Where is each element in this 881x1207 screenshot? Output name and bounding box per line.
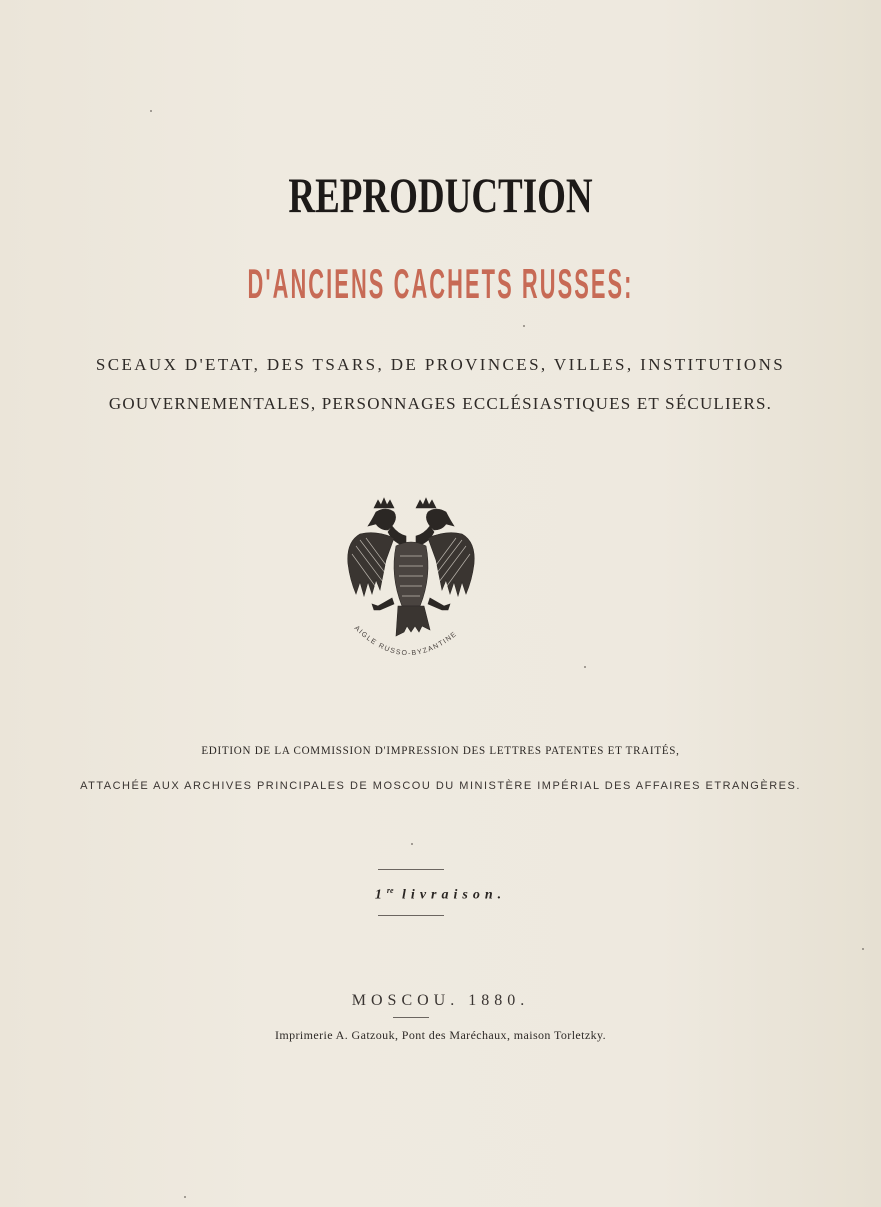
page-subtitle-red: D'ANCIENS CACHETS RUSSES: <box>247 260 634 307</box>
paper-speck <box>411 843 413 845</box>
archives-line: ATTACHÉE AUX ARCHIVES PRINCIPALES DE MOSCOU DU MINISTÈRE IMPÉRIAL DES AFFAIRES ETRANGÈRES. <box>80 780 801 792</box>
paper-speck <box>584 666 586 668</box>
divider-rule-top <box>378 869 444 870</box>
emblem-caption-arc <box>336 494 486 666</box>
printer-line: Imprimerie A. Gatzouk, Pont des Maréchaux, maison Torletzky. <box>274 1028 607 1042</box>
description-line-1: SCEAUX D'ETAT, DES TSARS, DE PROVINCES, VILLES, INSTITUTIONS <box>95 355 786 374</box>
issue-word: livraison. <box>402 887 507 903</box>
paper-speck <box>862 948 864 950</box>
divider-rule-bottom <box>378 915 444 916</box>
city-year: MOSCOU. 1880. <box>351 992 530 1009</box>
paper-speck <box>184 1196 186 1198</box>
paper-speck <box>523 325 525 327</box>
edition-line: EDITION DE LA COMMISSION D'IMPRESSION DES LETTRES PATENTES ET TRAITÉS, <box>201 743 680 757</box>
emblem-caption: AIGLE RUSSO-BYZANTINE <box>352 624 459 658</box>
divider-rule-imprint <box>393 1017 429 1018</box>
issue-number-suffix: re <box>386 886 394 895</box>
page-title: REPRODUCTION <box>288 167 593 223</box>
paper-speck <box>150 110 152 112</box>
description-line-2: GOUVERNEMENTALES, PERSONNAGES ECCLÉSIASTIQUES ET SÉCULIERS. <box>108 394 773 413</box>
issue-number: 1 <box>374 887 387 903</box>
svg-text:AIGLE RUSSO-BYZANTINE <box>353 625 459 657</box>
issue-label <box>0 886 881 904</box>
